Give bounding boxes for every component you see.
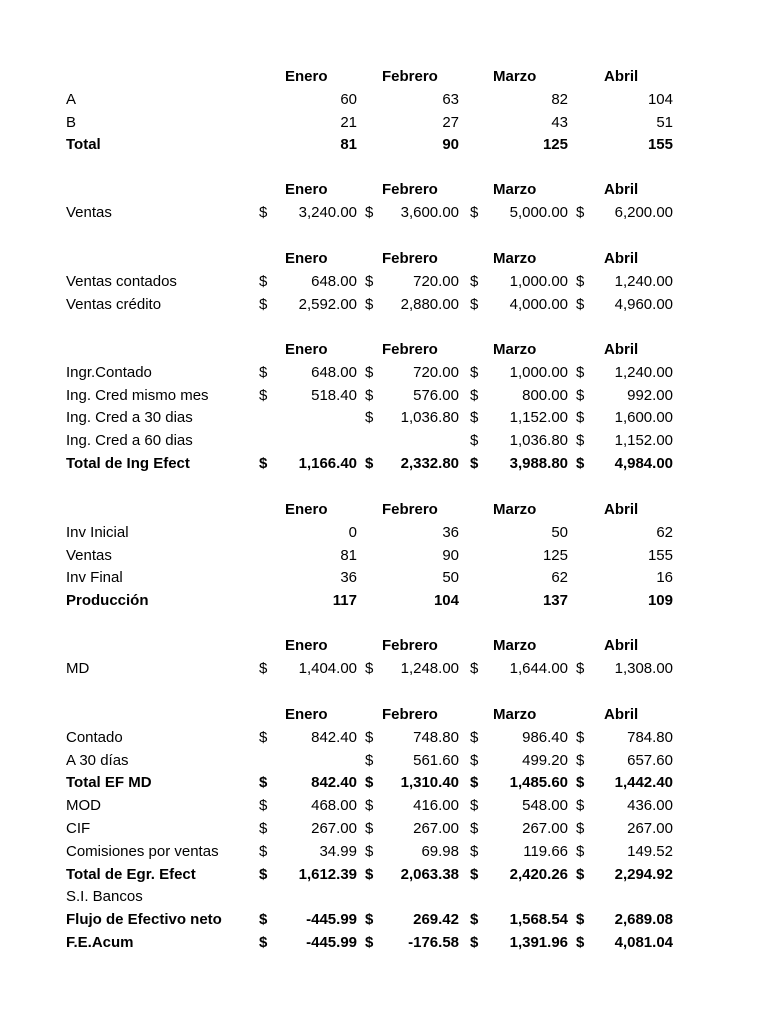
header-row	[0, 704, 768, 726]
row-label: F.E.Acum	[66, 934, 134, 951]
month-header: Enero	[285, 706, 328, 723]
currency-symbol: $	[365, 911, 374, 929]
cell-value: 4,960.00	[614, 295, 673, 313]
cell-value: 36	[340, 569, 357, 587]
cell-value: 16	[656, 569, 673, 587]
row-label: A 30 días	[66, 751, 129, 769]
row-label: S.I. Bancos	[66, 888, 143, 906]
currency-symbol: $	[365, 820, 374, 837]
currency-symbol: $	[470, 386, 479, 404]
cell-value: 1,600.00	[614, 409, 673, 427]
cell-value: 155	[647, 136, 673, 154]
cell-value: 561.60	[413, 751, 459, 769]
cell-value: 3,988.80	[509, 455, 568, 472]
month-header: Febrero	[382, 68, 438, 85]
cell-value: 1,568.54	[509, 911, 568, 929]
cell-value: 518.40	[311, 386, 357, 404]
cell-value: 1,000.00	[509, 272, 568, 290]
row-label: Total	[66, 136, 101, 154]
cell-value: 1,036.80	[509, 432, 568, 450]
table-row	[0, 294, 768, 316]
currency-symbol: $	[470, 455, 479, 472]
table-row	[0, 134, 768, 156]
cell-value: 842.40	[311, 774, 357, 792]
table-row	[0, 795, 768, 817]
row-label: Ventas crédito	[66, 295, 162, 313]
row-label: Total de Egr. Efect	[66, 865, 196, 883]
table-row	[0, 522, 768, 544]
cell-value: 36	[442, 523, 459, 541]
cell-value: 3,240.00	[298, 203, 357, 221]
cell-value: 2,063.38	[400, 865, 459, 883]
table-row	[0, 886, 768, 908]
currency-symbol: $	[365, 774, 374, 792]
table-row	[0, 932, 768, 954]
table-row	[0, 727, 768, 749]
table-row	[0, 362, 768, 384]
currency-symbol: $	[365, 409, 374, 427]
table-row	[0, 772, 768, 794]
currency-symbol: $	[576, 272, 585, 290]
cell-value: 1,036.80	[400, 409, 459, 427]
currency-symbol: $	[259, 659, 268, 677]
cell-value: 62	[656, 523, 673, 541]
currency-symbol: $	[576, 363, 585, 381]
row-label: Inv Inicial	[66, 523, 129, 541]
currency-symbol: $	[365, 659, 374, 677]
cell-value: 90	[442, 136, 459, 154]
currency-symbol: $	[470, 272, 479, 290]
row-label: B	[66, 113, 77, 131]
cell-value: 267.00	[413, 820, 459, 837]
currency-symbol: $	[576, 842, 585, 860]
row-label: A	[66, 90, 77, 108]
month-header: Febrero	[382, 501, 438, 518]
cell-value: 4,000.00	[509, 295, 568, 313]
currency-symbol: $	[470, 363, 479, 381]
cell-value: 720.00	[413, 272, 459, 290]
month-header: Enero	[285, 68, 328, 85]
currency-symbol: $	[576, 820, 585, 837]
row-label: Contado	[66, 728, 123, 746]
month-header: Abril	[604, 637, 639, 654]
month-header: Abril	[604, 181, 639, 198]
cell-value: -176.58	[408, 934, 459, 951]
cell-value: 50	[442, 569, 459, 587]
currency-symbol: $	[470, 295, 479, 313]
cell-value: 269.42	[413, 911, 459, 929]
row-label: Ing. Cred a 30 dias	[66, 409, 193, 427]
table-row	[0, 453, 768, 475]
row-label: MOD	[66, 797, 101, 815]
cell-value: 50	[551, 523, 568, 541]
month-header: Marzo	[493, 341, 537, 358]
currency-symbol: $	[259, 455, 268, 472]
currency-symbol: $	[470, 728, 479, 746]
row-label: Comisiones por ventas	[66, 842, 219, 860]
table-row	[0, 112, 768, 134]
currency-symbol: $	[470, 842, 479, 860]
currency-symbol: $	[470, 774, 479, 792]
cell-value: 2,880.00	[400, 295, 459, 313]
cell-value: 499.20	[522, 751, 568, 769]
row-label: Ing. Cred a 60 dias	[66, 432, 193, 450]
cell-value: 1,485.60	[509, 774, 568, 792]
month-header: Febrero	[382, 250, 438, 267]
currency-symbol: $	[576, 432, 585, 450]
cell-value: 81	[340, 136, 357, 154]
currency-symbol: $	[259, 797, 268, 815]
currency-symbol: $	[259, 272, 268, 290]
cell-value: 1,000.00	[509, 363, 568, 381]
cell-value: 748.80	[413, 728, 459, 746]
cell-value: 0	[348, 523, 357, 541]
cell-value: 82	[551, 90, 568, 108]
table-row	[0, 202, 768, 224]
currency-symbol: $	[576, 295, 585, 313]
currency-symbol: $	[576, 728, 585, 746]
cell-value: 657.60	[627, 751, 673, 769]
cell-value: 21	[340, 113, 357, 131]
table-row	[0, 271, 768, 293]
currency-symbol: $	[470, 432, 479, 450]
cell-value: 1,404.00	[298, 659, 357, 677]
month-header: Abril	[604, 341, 639, 358]
cell-value: 267.00	[311, 820, 357, 837]
cell-value: 104	[647, 90, 673, 108]
currency-symbol: $	[576, 409, 585, 427]
table-row	[0, 750, 768, 772]
month-header: Febrero	[382, 706, 438, 723]
currency-symbol: $	[259, 934, 268, 951]
month-header: Febrero	[382, 341, 438, 358]
month-header: Enero	[285, 637, 328, 654]
cell-value: 69.98	[421, 842, 459, 860]
currency-symbol: $	[576, 865, 585, 883]
table-row	[0, 864, 768, 886]
currency-symbol: $	[470, 820, 479, 837]
currency-symbol: $	[470, 203, 479, 221]
currency-symbol: $	[259, 774, 268, 792]
month-header: Marzo	[493, 706, 537, 723]
cell-value: 2,420.26	[509, 865, 568, 883]
currency-symbol: $	[470, 751, 479, 769]
cell-value: 3,600.00	[400, 203, 459, 221]
month-header: Enero	[285, 341, 328, 358]
month-header: Marzo	[493, 68, 537, 85]
cell-value: 784.80	[627, 728, 673, 746]
cell-value: -445.99	[306, 911, 357, 929]
cell-value: 43	[551, 113, 568, 131]
currency-symbol: $	[259, 295, 268, 313]
cell-value: 416.00	[413, 797, 459, 815]
header-row	[0, 66, 768, 88]
currency-symbol: $	[470, 911, 479, 929]
cell-value: 576.00	[413, 386, 459, 404]
currency-symbol: $	[365, 295, 374, 313]
cell-value: 468.00	[311, 797, 357, 815]
cell-value: 155	[647, 546, 673, 564]
cell-value: 60	[340, 90, 357, 108]
currency-symbol: $	[365, 728, 374, 746]
cell-value: 1,248.00	[400, 659, 459, 677]
table-row	[0, 841, 768, 863]
row-label: Ventas	[66, 546, 112, 564]
header-row	[0, 499, 768, 521]
cell-value: 90	[442, 546, 459, 564]
currency-symbol: $	[576, 659, 585, 677]
currency-symbol: $	[576, 934, 585, 951]
cell-value: 986.40	[522, 728, 568, 746]
cell-value: 149.52	[627, 842, 673, 860]
cell-value: 125	[542, 546, 568, 564]
cell-value: 104	[433, 592, 459, 610]
cell-value: 1,442.40	[614, 774, 673, 792]
cell-value: 267.00	[522, 820, 568, 837]
cell-value: 648.00	[311, 272, 357, 290]
cell-value: 1,240.00	[614, 363, 673, 381]
currency-symbol: $	[365, 455, 374, 472]
month-header: Abril	[604, 68, 639, 85]
cell-value: 1,612.39	[298, 865, 357, 883]
currency-symbol: $	[365, 865, 374, 883]
row-label: Producción	[66, 592, 149, 610]
table-row	[0, 430, 768, 452]
month-header: Marzo	[493, 181, 537, 198]
cell-value: 1,308.00	[614, 659, 673, 677]
cell-value: 5,000.00	[509, 203, 568, 221]
cell-value: 119.66	[523, 842, 568, 860]
table-row	[0, 818, 768, 840]
currency-symbol: $	[259, 911, 268, 929]
cell-value: 267.00	[627, 820, 673, 837]
currency-symbol: $	[259, 203, 268, 221]
currency-symbol: $	[470, 934, 479, 951]
month-header: Marzo	[493, 250, 537, 267]
month-header: Febrero	[382, 637, 438, 654]
cell-value: 2,689.08	[614, 911, 673, 929]
row-label: MD	[66, 659, 90, 677]
cell-value: 2,592.00	[298, 295, 357, 313]
currency-symbol: $	[365, 842, 374, 860]
month-header: Marzo	[493, 501, 537, 518]
cell-value: 2,332.80	[400, 455, 459, 472]
currency-symbol: $	[470, 409, 479, 427]
table-row	[0, 407, 768, 429]
cell-value: 137	[542, 592, 568, 610]
row-label: Ingr.Contado	[66, 363, 152, 381]
cell-value: 1,152.00	[509, 409, 568, 427]
cell-value: 2,294.92	[614, 865, 673, 883]
currency-symbol: $	[576, 751, 585, 769]
table-row	[0, 567, 768, 589]
currency-symbol: $	[259, 728, 268, 746]
table-row	[0, 658, 768, 680]
row-label: Total de Ing Efect	[66, 455, 190, 472]
cell-value: 1,644.00	[509, 659, 568, 677]
currency-symbol: $	[470, 659, 479, 677]
currency-symbol: $	[365, 203, 374, 221]
cell-value: 109	[647, 592, 673, 610]
header-row	[0, 635, 768, 657]
table-row	[0, 545, 768, 567]
row-label: Ing. Cred mismo mes	[66, 386, 209, 404]
cell-value: 1,240.00	[614, 272, 673, 290]
currency-symbol: $	[576, 774, 585, 792]
currency-symbol: $	[259, 386, 268, 404]
cell-value: 1,391.96	[509, 934, 568, 951]
currency-symbol: $	[365, 272, 374, 290]
cell-value: 81	[340, 546, 357, 564]
currency-symbol: $	[576, 203, 585, 221]
cell-value: 800.00	[522, 386, 568, 404]
currency-symbol: $	[259, 363, 268, 381]
currency-symbol: $	[365, 363, 374, 381]
cell-value: 27	[442, 113, 459, 131]
month-header: Enero	[285, 181, 328, 198]
currency-symbol: $	[470, 865, 479, 883]
header-row	[0, 248, 768, 270]
currency-symbol: $	[259, 820, 268, 837]
row-label: Ventas contados	[66, 272, 177, 290]
cell-value: 6,200.00	[614, 203, 673, 221]
cell-value: 62	[551, 569, 568, 587]
cell-value: 1,152.00	[614, 432, 673, 450]
table-row	[0, 909, 768, 931]
cell-value: 648.00	[311, 363, 357, 381]
month-header: Febrero	[382, 181, 438, 198]
cell-value: 51	[656, 113, 673, 131]
table-row	[0, 385, 768, 407]
currency-symbol: $	[365, 934, 374, 951]
cell-value: 436.00	[627, 797, 673, 815]
cell-value: 4,081.04	[614, 934, 673, 951]
currency-symbol: $	[576, 455, 585, 472]
currency-symbol: $	[259, 865, 268, 883]
month-header: Marzo	[493, 637, 537, 654]
cell-value: 1,166.40	[298, 455, 357, 472]
cell-value: 1,310.40	[400, 774, 459, 792]
cell-value: 63	[442, 90, 459, 108]
currency-symbol: $	[576, 797, 585, 815]
currency-symbol: $	[365, 751, 374, 769]
currency-symbol: $	[576, 911, 585, 929]
row-label: Inv Final	[66, 569, 123, 587]
month-header: Enero	[285, 501, 328, 518]
cell-value: 842.40	[311, 728, 357, 746]
currency-symbol: $	[259, 842, 268, 860]
currency-symbol: $	[365, 797, 374, 815]
table-row	[0, 590, 768, 612]
currency-symbol: $	[576, 386, 585, 404]
cell-value: -445.99	[306, 934, 357, 951]
cell-value: 4,984.00	[614, 455, 673, 472]
row-label: Ventas	[66, 203, 112, 221]
header-row	[0, 339, 768, 361]
currency-symbol: $	[365, 386, 374, 404]
cell-value: 125	[542, 136, 568, 154]
row-label: Total EF MD	[66, 774, 152, 792]
cell-value: 117	[332, 592, 357, 610]
cell-value: 720.00	[413, 363, 459, 381]
table-row	[0, 89, 768, 111]
row-label: CIF	[66, 820, 91, 837]
cell-value: 992.00	[627, 386, 673, 404]
row-label: Flujo de Efectivo neto	[66, 911, 222, 929]
cell-value: 34.99	[319, 842, 357, 860]
cell-value: 548.00	[522, 797, 568, 815]
month-header: Abril	[604, 501, 639, 518]
month-header: Abril	[604, 250, 639, 267]
month-header: Abril	[604, 706, 639, 723]
currency-symbol: $	[470, 797, 479, 815]
header-row	[0, 179, 768, 201]
month-header: Enero	[285, 250, 328, 267]
